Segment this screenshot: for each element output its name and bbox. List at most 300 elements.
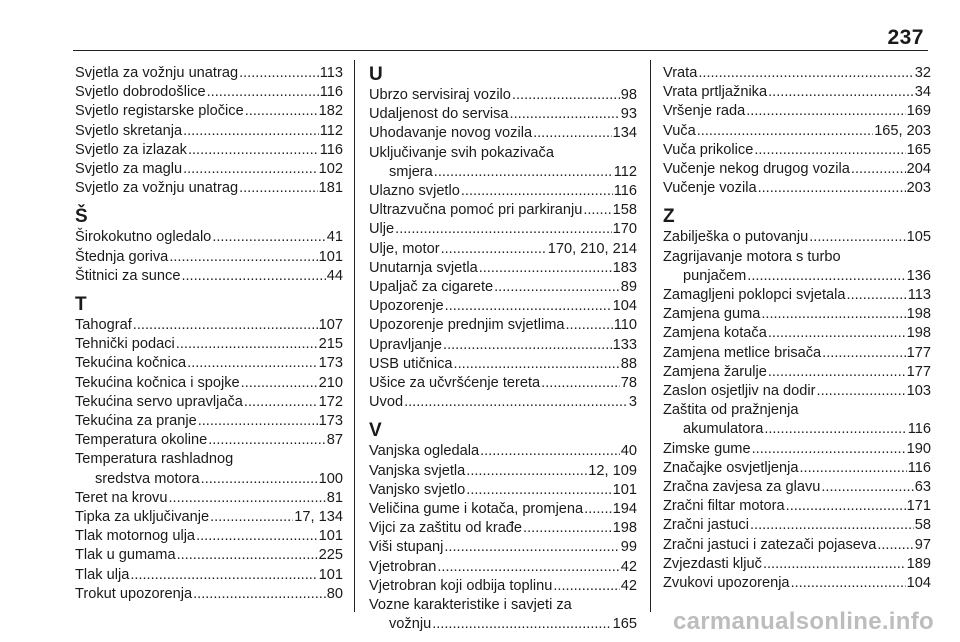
page-reference: 105 [906, 229, 931, 246]
dot-leader [432, 615, 611, 634]
index-term: Veličina gume i kotača, promjena [369, 501, 584, 518]
index-entry [75, 102, 343, 121]
page-reference: 116 [319, 84, 343, 101]
index-term: Vjetrobran [369, 558, 437, 575]
page-reference: 169 [906, 103, 931, 120]
index-term: Svjetla za vožnju unatrag [75, 65, 239, 81]
page-reference: 102 [318, 161, 343, 178]
section-letter: V [369, 420, 382, 442]
index-term: Tlak ulja [75, 566, 130, 583]
index-term: Svjetlo za maglu [75, 161, 183, 178]
dot-leader [441, 240, 547, 259]
index-term: Vuča prikolice [663, 141, 754, 158]
index-entry [663, 102, 931, 121]
page-reference: 134 [612, 125, 637, 142]
dot-leader [169, 248, 317, 267]
dot-leader [746, 102, 905, 121]
page-reference: 93 [620, 106, 637, 123]
index-entry [75, 248, 343, 267]
index-entry [75, 122, 343, 141]
dot-leader [523, 519, 612, 538]
dot-leader [697, 122, 873, 141]
page-reference: 42 [620, 558, 637, 575]
dot-leader [187, 354, 318, 373]
index-entry [663, 420, 931, 439]
dot-leader [822, 344, 905, 363]
page-reference: 107 [318, 317, 343, 334]
index-term: Zamjena metlice brisača [663, 344, 822, 361]
dot-leader [761, 305, 905, 324]
index-column-1 [75, 64, 343, 604]
dot-leader [193, 585, 326, 604]
dot-leader [177, 546, 318, 565]
index-entry [663, 324, 931, 343]
dot-leader [168, 489, 325, 508]
index-entry [369, 182, 637, 201]
index-term: Upozorenje prednjim svjetlima [369, 317, 565, 334]
index-entry [663, 267, 931, 286]
page-reference: 17, 134 [294, 509, 343, 526]
page-reference: 133 [612, 336, 637, 353]
page-reference: 116 [907, 421, 931, 438]
page-reference: 3 [628, 394, 637, 411]
index-term: vožnju [389, 616, 432, 633]
dot-leader [553, 577, 619, 596]
index-term: Zabilješka o putovanju [663, 229, 809, 246]
index-term: Štednja goriva [75, 248, 169, 265]
index-entry [369, 163, 637, 182]
page-reference: 112 [319, 122, 343, 139]
index-term: Širokokutno ogledalo [75, 229, 212, 246]
page-reference: 98 [620, 87, 637, 103]
dot-leader [395, 220, 612, 239]
page-reference: 158 [612, 202, 637, 219]
dot-leader [239, 64, 319, 83]
dot-leader [461, 182, 613, 201]
page-reference: 172 [318, 393, 343, 410]
page-reference: 198 [612, 520, 637, 537]
index-entry [663, 497, 931, 516]
index-entry [663, 83, 931, 102]
page-reference: 41 [326, 229, 343, 246]
index-entry [75, 316, 343, 335]
page-reference: 99 [620, 539, 637, 556]
index-entry [75, 354, 343, 373]
index-term: Štitnici za sunce [75, 267, 181, 284]
index-entry [75, 470, 343, 489]
index-term: sredstva motora [95, 470, 200, 487]
index-entry [75, 83, 343, 102]
dot-leader [444, 538, 619, 557]
page-reference: 87 [326, 432, 343, 449]
dot-leader [584, 500, 611, 519]
index-term: Tipka za uključivanje [75, 509, 210, 526]
dot-leader [583, 201, 611, 220]
index-term: Svjetlo za vožnju unatrag [75, 180, 239, 197]
index-term: Ulazno svjetlo [369, 183, 460, 200]
index-entry [369, 336, 637, 355]
dot-leader [245, 102, 318, 121]
index-term: Vanjska ogledala [369, 443, 480, 460]
page-reference: 170, 210, 214 [547, 240, 637, 257]
page-reference: 104 [612, 298, 637, 315]
index-term: Tehnički podaci [75, 336, 175, 353]
page-reference: 177 [906, 363, 931, 380]
page-reference: 113 [319, 65, 343, 81]
dot-leader [188, 141, 319, 160]
page-number: 237 [887, 26, 924, 49]
index-entry [663, 459, 931, 478]
dot-leader [130, 566, 317, 585]
index-entry [369, 278, 637, 297]
page-reference: 183 [612, 259, 637, 276]
dot-leader [698, 64, 913, 83]
dot-leader [437, 558, 619, 577]
index-term: Tlak motornog ulja [75, 528, 196, 545]
page-reference: 225 [318, 547, 343, 564]
column-divider [650, 60, 651, 612]
page-reference: 80 [326, 585, 343, 602]
index-entry-heading: Vozne karakteristike i savjeti za [369, 597, 572, 614]
page-reference: 12, 109 [588, 462, 637, 479]
index-term: Zamjena kotača [663, 325, 767, 342]
dot-leader [181, 267, 325, 286]
dot-leader [877, 536, 913, 555]
dot-leader [443, 336, 612, 355]
index-entry [369, 374, 637, 393]
index-entry [75, 566, 343, 585]
index-term: Vuča [663, 122, 696, 139]
index-term: Vjetrobran koji odbija toplinu [369, 577, 553, 594]
dot-leader [201, 470, 318, 489]
index-entry [369, 259, 637, 278]
section-letter: U [369, 64, 383, 85]
index-term: smjera [389, 163, 433, 180]
index-term: Svjetlo dobrodošlice [75, 84, 206, 101]
dot-leader [196, 527, 318, 546]
index-term: Zamagljeni poklopci svjetala [663, 287, 846, 304]
section-letter: Š [75, 206, 88, 228]
index-term: Zamjena guma [663, 306, 761, 323]
dot-leader [565, 316, 612, 335]
index-term: Uhodavanje novog vozila [369, 125, 533, 142]
index-term: Ultrazvučna pomoć pri parkiranju [369, 202, 583, 219]
index-term: Zimske gume [663, 440, 751, 457]
index-entry [75, 335, 343, 354]
index-entry [663, 160, 931, 179]
page-reference: 116 [613, 183, 637, 200]
index-entry [663, 440, 931, 459]
dot-leader [754, 141, 905, 160]
index-entry [75, 431, 343, 450]
index-term: Vanjsko svjetlo [369, 481, 466, 498]
index-entry [369, 86, 637, 105]
index-term: Ubrzo servisiraj vozilo [369, 87, 511, 103]
index-term: Upozorenje [369, 298, 444, 315]
index-term: Vršenje rada [663, 103, 746, 120]
index-entry [663, 228, 931, 247]
index-entry [663, 286, 931, 305]
dot-leader [752, 440, 906, 459]
index-entry-heading: Zaštita od pražnjenja [663, 402, 799, 419]
index-term: USB utičnica [369, 355, 453, 372]
index-entry [75, 160, 343, 179]
index-entry [75, 228, 343, 247]
index-entry [369, 462, 637, 481]
page-reference: 101 [318, 528, 343, 545]
dot-leader [847, 286, 907, 305]
page-reference: 42 [620, 577, 637, 594]
index-term: Zračni filtar motora [663, 498, 785, 515]
dot-leader [244, 393, 318, 412]
index-term: Unutarnja svjetla [369, 259, 478, 276]
index-entry [663, 64, 931, 83]
index-entry [369, 220, 637, 239]
index-term: Tekućina servo upravljača [75, 393, 243, 410]
dot-leader [768, 83, 914, 102]
page-reference: 81 [326, 489, 343, 506]
index-term: akumulatora [683, 421, 764, 438]
page-reference: 165, 203 [874, 122, 931, 139]
dot-leader [183, 122, 319, 141]
dot-leader [533, 124, 612, 143]
index-term: Zračni jastuci i zatezači pojaseva [663, 536, 877, 553]
page-reference: 44 [326, 267, 343, 284]
index-term: Tekućina za pranje [75, 413, 197, 430]
page-reference: 203 [906, 180, 931, 197]
page-reference: 100 [318, 470, 343, 487]
index-entry [663, 555, 931, 574]
index-entry [369, 105, 637, 124]
index-entry [369, 240, 637, 259]
index-entry [75, 585, 343, 604]
index-term: Vrata [663, 65, 698, 81]
dot-leader [768, 324, 906, 343]
dot-leader [786, 497, 906, 516]
section-letter: T [75, 294, 87, 316]
dot-leader [241, 374, 318, 393]
dot-leader [480, 442, 620, 461]
index-entry [75, 64, 343, 83]
index-entry [663, 141, 931, 160]
page-reference: 173 [318, 355, 343, 372]
index-column-2 [369, 64, 637, 634]
index-entry-heading: Temperatura rashladnog [75, 451, 234, 468]
index-term: Značajke osvjetljenja [663, 459, 799, 476]
page-reference: 198 [906, 306, 931, 323]
page-reference: 171 [906, 498, 931, 515]
index-entry [75, 374, 343, 393]
dot-leader [239, 179, 318, 198]
index-entry [663, 516, 931, 535]
index-entry [369, 355, 637, 374]
index-term: Svjetlo skretanja [75, 122, 183, 139]
dot-leader [434, 163, 613, 182]
index-entry [369, 558, 637, 577]
page-reference: 190 [906, 440, 931, 457]
index-entry [369, 577, 637, 596]
page-reference: 182 [318, 103, 343, 120]
dot-leader [817, 382, 906, 401]
dot-leader [198, 412, 318, 431]
index-entry-heading: Zagrijavanje motora s turbo [663, 248, 841, 265]
index-term: Viši stupanj [369, 539, 444, 556]
index-entry [75, 267, 343, 286]
index-entry-heading: Uključivanje svih pokazivača [369, 144, 554, 161]
dot-leader [183, 160, 318, 179]
page-reference: 101 [612, 481, 637, 498]
dot-leader [758, 179, 906, 198]
page-reference: 215 [318, 336, 343, 353]
index-entry [663, 344, 931, 363]
dot-leader [176, 335, 318, 354]
index-term: Tlak u gumama [75, 547, 176, 564]
page-reference: 116 [319, 141, 343, 158]
column-divider [354, 60, 355, 612]
page-reference: 58 [914, 517, 931, 534]
index-entry [75, 141, 343, 160]
dot-leader [494, 278, 620, 297]
index-entry [663, 305, 931, 324]
dot-leader [404, 393, 628, 412]
page-reference: 177 [906, 344, 931, 361]
page-reference: 101 [318, 566, 343, 583]
page-reference: 89 [620, 279, 637, 296]
index-entry [75, 546, 343, 565]
page-reference: 113 [907, 287, 931, 304]
index-entry [369, 297, 637, 316]
index-entry [369, 615, 637, 634]
section-letter: Z [663, 206, 675, 228]
page-reference: 63 [914, 479, 931, 496]
index-entry [663, 179, 931, 198]
dot-leader [768, 363, 906, 382]
page-reference: 170 [612, 221, 637, 238]
page-reference: 165 [906, 141, 931, 158]
index-term: Zračna zavjesa za glavu [663, 479, 821, 496]
page-reference: 136 [906, 267, 931, 284]
index-term: Svjetlo registarske pločice [75, 103, 244, 120]
index-entry [663, 122, 931, 141]
index-term: Ušice za učvršćenje tereta [369, 375, 541, 392]
index-term: Upaljač za cigarete [369, 279, 494, 296]
page-reference: 116 [907, 459, 931, 476]
index-entry [369, 316, 637, 335]
index-entry [369, 500, 637, 519]
index-term: Tekućina kočnica i spojke [75, 374, 240, 391]
index-entry [369, 519, 637, 538]
dot-leader [207, 83, 319, 102]
dot-leader [479, 259, 612, 278]
page-reference: 204 [906, 161, 931, 178]
index-term: Zamjena žarulje [663, 363, 767, 380]
page-reference: 189 [906, 555, 931, 572]
page-reference: 181 [318, 180, 343, 197]
page-reference: 101 [318, 248, 343, 265]
dot-leader [466, 481, 611, 500]
dot-leader [541, 374, 620, 393]
page-reference: 97 [914, 536, 931, 553]
index-term: Zvjezdasti ključ [663, 555, 762, 572]
page-reference: 78 [620, 375, 637, 392]
dot-leader [512, 86, 620, 105]
page-reference: 173 [318, 413, 343, 430]
watermark: carmanualsonline.info [672, 608, 934, 635]
index-entry [663, 363, 931, 382]
index-term: Vanjska svjetla [369, 462, 466, 479]
dot-leader [851, 160, 906, 179]
index-term: Zaslon osjetljiv na dodir [663, 383, 816, 400]
dot-leader [791, 574, 906, 593]
index-entry [663, 478, 931, 497]
index-term: Svjetlo za izlazak [75, 141, 187, 158]
dot-leader [809, 228, 905, 247]
dot-leader [764, 420, 906, 439]
index-entry [369, 481, 637, 500]
index-term: punjačem [683, 267, 747, 284]
dot-leader [466, 462, 587, 481]
index-term: Udaljenost do servisa [369, 106, 509, 123]
index-term: Vučenje nekog drugog vozila [663, 161, 850, 178]
index-term: Ulje, motor [369, 240, 440, 257]
index-column-3 [663, 64, 931, 593]
index-term: Uvod [369, 394, 404, 411]
index-entry [75, 393, 343, 412]
page-reference: 112 [613, 163, 637, 180]
page-reference: 104 [906, 575, 931, 592]
dot-leader [212, 228, 325, 247]
dot-leader [510, 105, 620, 124]
index-term: Ulje [369, 221, 395, 238]
page-reference: 103 [906, 383, 931, 400]
page-reference: 88 [620, 355, 637, 372]
index-entry [75, 508, 343, 527]
index-term: Teret na krovu [75, 489, 168, 506]
dot-leader [133, 316, 318, 335]
dot-leader [445, 297, 612, 316]
index-entry [663, 574, 931, 593]
dot-leader [747, 267, 905, 286]
index-entry [663, 382, 931, 401]
page-reference: 34 [914, 84, 931, 101]
index-term: Vučenje vozila [663, 180, 757, 197]
page-reference: 198 [906, 325, 931, 342]
dot-leader [750, 516, 914, 535]
dot-leader [763, 555, 906, 574]
dot-leader [210, 508, 293, 527]
index-term: Tahograf [75, 317, 132, 334]
index-entry [369, 201, 637, 220]
page-reference: 165 [612, 616, 637, 633]
index-entry [75, 527, 343, 546]
page-reference: 194 [612, 501, 637, 518]
index-entry [369, 124, 637, 143]
index-entry [369, 393, 637, 412]
page-reference: 32 [914, 65, 931, 81]
dot-leader [799, 459, 906, 478]
index-term: Upravljanje [369, 336, 443, 353]
page-reference: 110 [613, 317, 637, 334]
index-term: Trokut upozorenja [75, 585, 193, 602]
index-entry [369, 538, 637, 557]
index-term: Tekućina kočnica [75, 355, 187, 372]
index-term: Temperatura okoline [75, 432, 208, 449]
index-entry [369, 442, 637, 461]
page-reference: 40 [620, 443, 637, 460]
index-entry [75, 489, 343, 508]
index-term: Vijci za zaštitu od krađe [369, 520, 523, 537]
dot-leader [821, 478, 913, 497]
